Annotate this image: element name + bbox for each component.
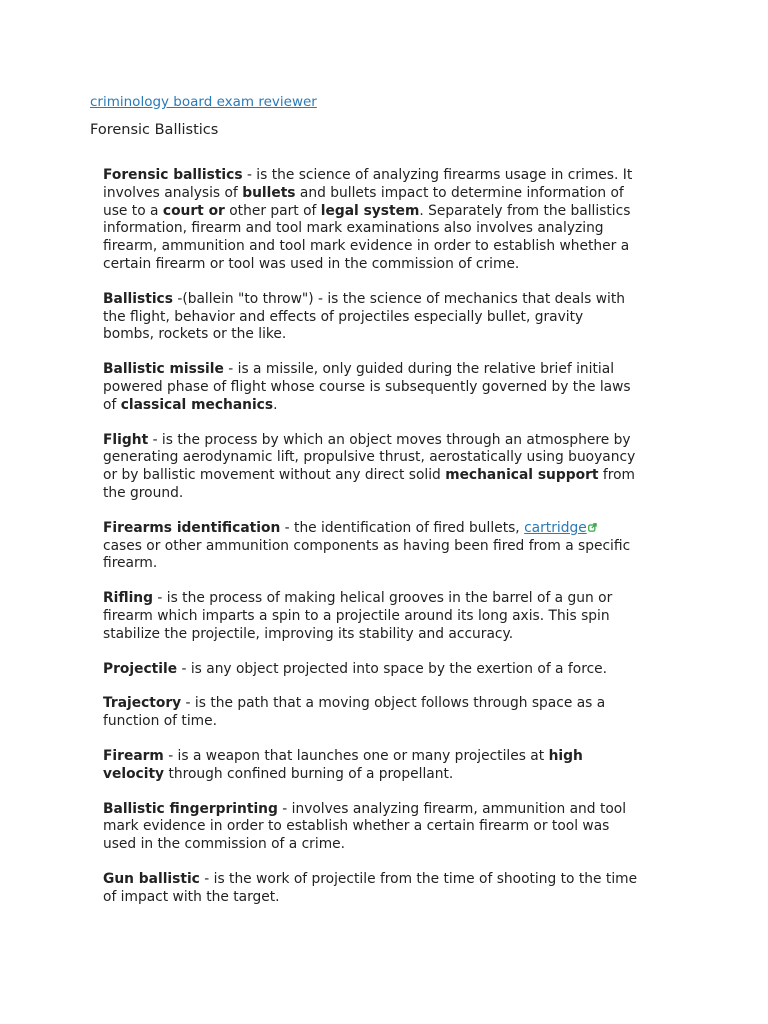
bold-text: high velocity [103, 747, 583, 782]
reviewer-link[interactable]: criminology board exam reviewer [90, 94, 317, 110]
definition-text: - is the work of projectile from the time of shooting to the time of impact with the target. [103, 870, 638, 905]
definition-text: - is the process of making helical grooves in the barrel of a gun or firearm which imparts a spin to a projectile around its long axis. This spin stabilize the projectile, improving its stability and accuracy. [103, 590, 613, 642]
definition-text: - is the science of analyzing firearms usage in crimes. It involves analysis of [103, 167, 633, 201]
definitions-list [103, 167, 638, 924]
bold-text: classical mechanics [120, 396, 274, 413]
term: Ballistics [103, 290, 173, 307]
definition-text: other part of [224, 202, 321, 219]
definition-text: - is any object projected into space by the exertion of a force. [177, 660, 608, 677]
definition-text: . Separately from the ballistics information, firearm and tool mark examinations also involves analyzing firearm, ammunition and tool mark evidence in order to establish whether a certain firearm or tool was used in the commission of crime. [103, 202, 631, 272]
bold-text: bullets [242, 184, 296, 201]
definition-text: from the ground. [103, 467, 635, 501]
external-link-icon [588, 523, 597, 532]
definition-ballistic-missile [103, 361, 638, 414]
definition-text: - is the process by which an object moves through an atmosphere by generating aerodynamic lift, propulsive thrust, aerostatically using buoyancy or by ballistic movement without any direct solid [103, 431, 636, 484]
definition-rifling [103, 590, 638, 643]
term: Firearms identification [103, 519, 281, 536]
definition-ballistic-fingerprinting [103, 801, 638, 854]
term: Ballistic fingerprinting [103, 800, 278, 817]
definition-text: - the identification of fired bullets, [280, 519, 525, 536]
definition-text: - is the path that a moving object follows through space as a function of time. [103, 695, 606, 730]
definition-trajectory [103, 695, 638, 731]
definition-ballistics [103, 291, 638, 344]
definition-text: - is a missile, only guided during the relative brief initial powered phase of flight whose course is subsequently governed by the laws of [103, 361, 631, 413]
term: Projectile [103, 660, 178, 677]
bold-text: legal system [320, 202, 420, 219]
definition-flight [103, 432, 638, 503]
term: Firearm [103, 747, 164, 764]
bold-text: court or [162, 202, 225, 219]
bold-text: mechanical support [445, 467, 599, 484]
definition-text: - involves analyzing firearm, ammunition and tool mark evidence in order to establish whether a certain firearm or tool was used in the commission of a crime. [103, 800, 627, 853]
term: Forensic ballistics [103, 167, 243, 183]
definition-gun-ballistic [103, 871, 638, 907]
term: Gun ballistic [103, 870, 200, 887]
definition-text: -(ballein "to throw") - is the science of mechanics that deals with the flight, behavior and effects of projectiles especially bullet, gravity bombs, rockets or the like. [103, 290, 625, 343]
cartridge-link-label: cartridge [524, 519, 587, 536]
definition-text: through confined burning of a propellant. [164, 765, 454, 782]
definition-projectile [103, 661, 638, 679]
term: Rifling [103, 590, 154, 607]
definition-forensic-ballistics [103, 167, 638, 274]
definition-firearm [103, 748, 638, 784]
definition-text: and bullets impact to determine information of use to a [103, 184, 624, 219]
definition-text: . [273, 396, 278, 413]
cartridge-link[interactable] [524, 520, 597, 536]
definition-text: cases or other ammunition components as having been fired from a specific firearm. [103, 537, 631, 572]
definition-text: - is a weapon that launches one or many projectiles at [163, 747, 549, 764]
definition-firearms-identification [103, 520, 638, 573]
term: Flight [103, 431, 149, 448]
term: Ballistic missile [103, 361, 224, 378]
term: Trajectory [103, 695, 182, 712]
page-title: Forensic Ballistics [90, 122, 219, 138]
